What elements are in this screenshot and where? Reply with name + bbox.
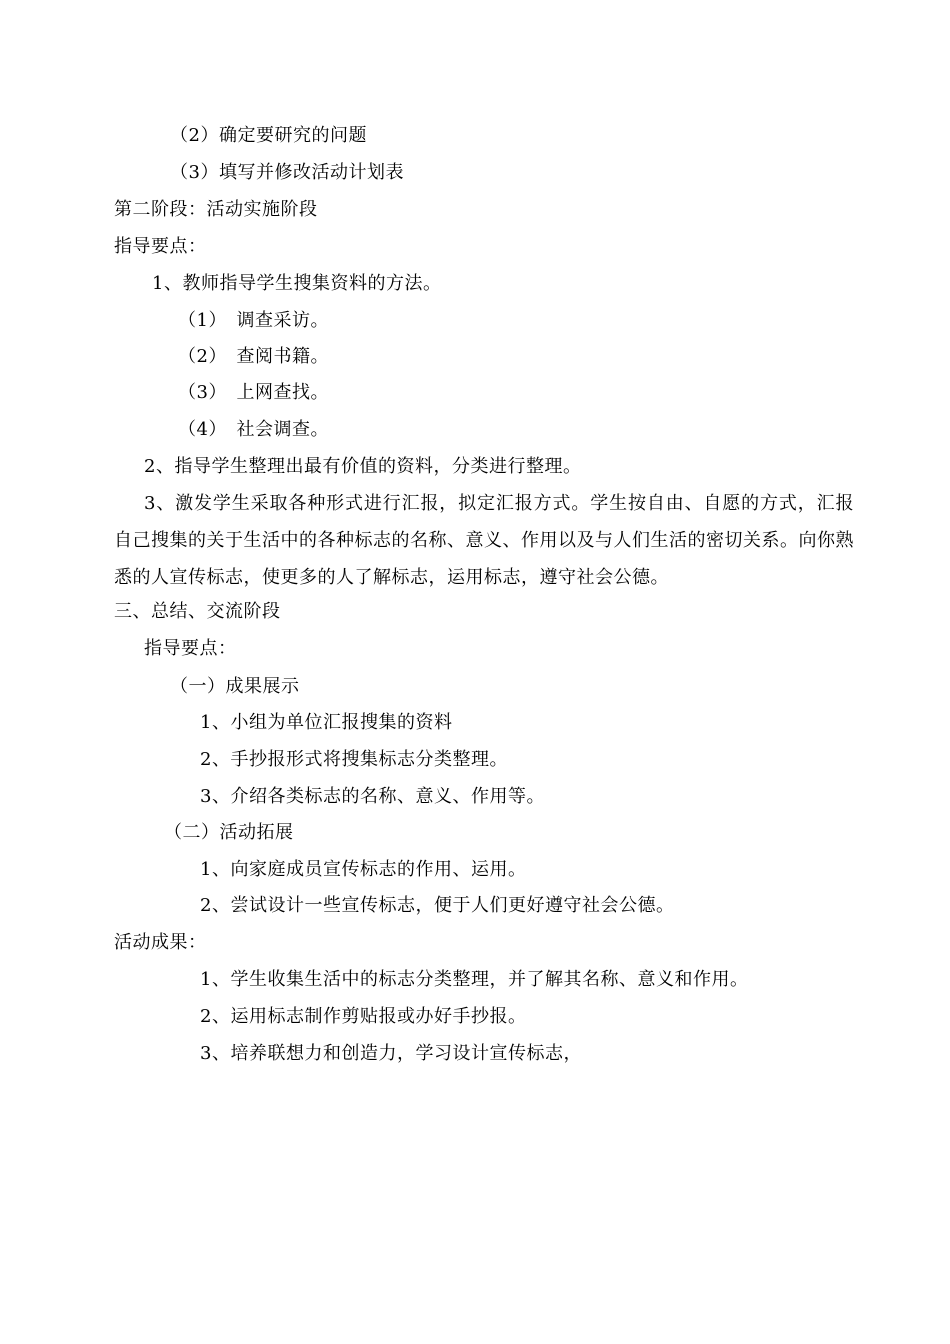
- section-heading: 活动成果：: [114, 932, 207, 953]
- paragraph: 3、激发学生采取各种形式进行汇报，拟定汇报方式。学生按自由、自愿的方式，汇报自己搜集的关于生活中的各种标志的名称、意义、作用以及与人们生活的密切关系。向你熟悉的人宣传标志，使更多的人了解标志，运用标志，遵守社会公德。: [114, 493, 854, 588]
- text-line: （2）确定要研究的问题: [170, 125, 367, 146]
- text-line: 指导要点：: [144, 638, 237, 659]
- text-line: 2、指导学生整理出最有价值的资料，分类进行整理。: [144, 456, 582, 477]
- text-line: 指导要点：: [114, 236, 207, 257]
- section-heading: 三、总结、交流阶段: [114, 601, 281, 622]
- list-item: 1、小组为单位汇报搜集的资料: [200, 712, 453, 733]
- list-item: 3、介绍各类标志的名称、意义、作用等。: [200, 786, 545, 807]
- text-line: （3）填写并修改活动计划表: [170, 162, 404, 183]
- list-item: （4） 社会调查。: [178, 419, 329, 440]
- list-item: 2、手抄报形式将搜集标志分类整理。: [200, 749, 508, 770]
- list-item: （1） 调查采访。: [178, 310, 329, 331]
- list-item: 3、培养联想力和创造力，学习设计宣传标志，: [200, 1043, 582, 1064]
- list-item: 2、尝试设计一些宣传标志，便于人们更好遵守社会公德。: [200, 895, 675, 916]
- list-item: 1、学生收集生活中的标志分类整理，并了解其名称、意义和作用。: [200, 969, 749, 990]
- list-item: 2、运用标志制作剪贴报或办好手抄报。: [200, 1006, 527, 1027]
- sub-heading: （二）活动拓展: [164, 822, 294, 843]
- text-line: 1、教师指导学生搜集资料的方法。: [152, 273, 442, 294]
- section-heading: 第二阶段：活动实施阶段: [114, 199, 318, 220]
- list-item: （2） 查阅书籍。: [178, 346, 329, 367]
- list-item: （3） 上网查找。: [178, 382, 329, 403]
- sub-heading: （一）成果展示: [170, 676, 300, 697]
- list-item: 1、向家庭成员宣传标志的作用、运用。: [200, 859, 527, 880]
